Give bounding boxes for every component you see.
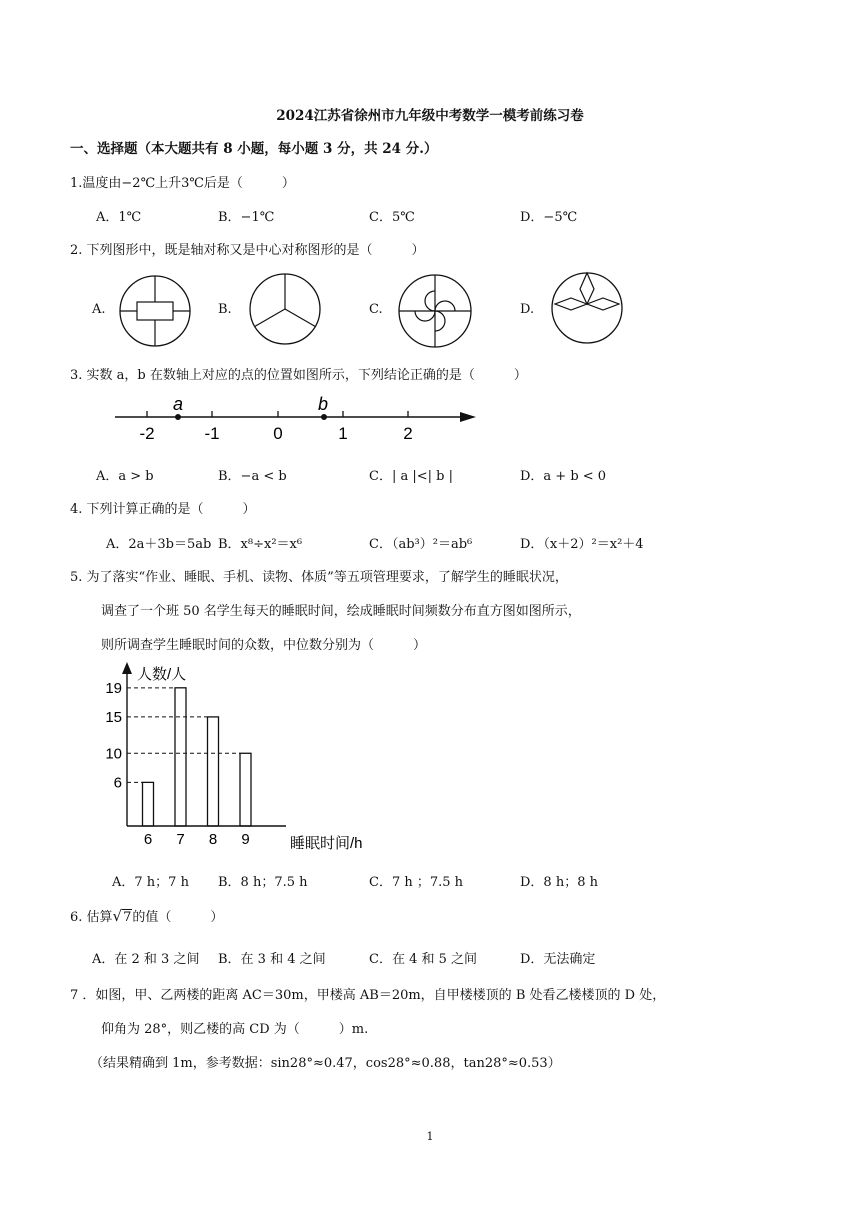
figure-b-circle-three-radii <box>248 272 322 346</box>
q3-option-d: D．a + b < 0 <box>520 469 607 484</box>
number-line <box>110 392 480 448</box>
q5-option-b: B．8 h；7.5 h <box>218 875 308 890</box>
bar-6 <box>143 782 154 826</box>
tick-label-1: 1 <box>338 424 348 443</box>
question-5-line-3: 则所调查学生睡眠时间的众数，中位数分别为（ ） <box>101 638 427 653</box>
q2-label-b: B. <box>218 302 232 317</box>
q6-option-d: D．无法确定 <box>520 952 596 967</box>
question-2-stem: 2. 下列图形中，既是轴对称又是中心对称图形的是（ ） <box>70 243 425 258</box>
q6-radicand: 7 <box>123 910 132 925</box>
q4-option-d: D．（x＋2）²＝x²＋4 <box>520 537 644 552</box>
y-axis-label: 人数/人 <box>137 666 187 683</box>
q6-option-c: C．在 4 和 5 之间 <box>369 952 478 967</box>
q3-option-a: A．a > b <box>96 469 154 484</box>
tick-label-0: 0 <box>273 424 283 443</box>
tick-label-neg1: -1 <box>204 424 220 443</box>
q1-option-b: B．−1℃ <box>218 210 275 225</box>
question-7-line-3: （结果精确到 1m，参考数据：sin28°≈0.47，cos28°≈0.88，tan28°≈0.53） <box>90 1056 561 1071</box>
q1-option-d: D．−5℃ <box>520 210 578 225</box>
q4-option-b: B．x⁸÷x²＝x⁶ <box>218 537 303 552</box>
q2-label-d: D. <box>520 302 535 317</box>
x-tick-label-6: 6 <box>143 831 153 848</box>
point-b-label: b <box>318 394 329 414</box>
question-4-stem: 4. 下列计算正确的是（ ） <box>70 502 256 517</box>
section-heading: 一、选择题（本大题共有 8 小题，每小题 3 分，共 24 分.） <box>70 141 438 157</box>
point-a <box>175 414 181 420</box>
q2-label-c: C. <box>369 302 383 317</box>
q4-option-a: A．2a＋3b＝5ab <box>106 537 212 552</box>
q5-option-c: C．7 h ；7.5 h <box>369 875 464 890</box>
q5-option-a: A．7 h；7 h <box>112 875 189 890</box>
bar-9 <box>240 753 251 826</box>
question-7-line-2: 仰角为 28°，则乙楼的高 CD 为（ ）m. <box>101 1022 369 1037</box>
figure-d-circle-rhombuses <box>549 270 625 346</box>
q5-option-d: D．8 h；8 h <box>520 875 598 890</box>
q6-option-a: A．在 2 和 3 之间 <box>92 952 200 967</box>
q6-option-b: B．在 3 和 4 之间 <box>218 952 326 967</box>
q3-option-c: C．| a |<| b | <box>369 469 453 484</box>
q1-option-c: C．5℃ <box>369 210 415 225</box>
q6-stem-suffix: 的值（ ） <box>132 910 224 925</box>
y-tick-label-10: 10 <box>105 745 122 763</box>
question-5-line-2: 调查了一个班 50 名学生每天的睡眠时间，绘成睡眠时间频数分布直方图如图所示， <box>101 604 581 619</box>
page-number: 1 <box>426 1130 434 1143</box>
tick-label-neg2: -2 <box>139 424 155 443</box>
point-b <box>321 414 327 420</box>
q1-option-a: A．1℃ <box>96 210 142 225</box>
x-tick-label-9: 9 <box>241 831 250 848</box>
sleep-histogram <box>100 660 400 856</box>
bar-8 <box>208 717 219 826</box>
sqrt-symbol: √ <box>112 907 123 925</box>
x-axis-label: 睡眠时间/h <box>290 835 363 852</box>
q4-option-c: C．（ab³）²＝ab⁶ <box>369 537 473 552</box>
question-6-stem <box>70 906 223 925</box>
y-tick-label-19: 19 <box>105 679 122 697</box>
tick-label-2: 2 <box>403 424 413 443</box>
y-tick-label-6: 6 <box>113 774 122 792</box>
point-a-label: a <box>173 394 184 414</box>
question-7-line-1: 7 ．如图，甲、乙两楼的距离 AC＝30m，甲楼高 AB＝20m，自甲楼楼顶的 B 处看乙楼楼顶的 D 处， <box>70 988 666 1003</box>
q2-label-a: A. <box>92 302 106 317</box>
q3-option-b: B．−a < b <box>218 469 287 484</box>
figure-a-circle-rectangle <box>118 274 192 348</box>
page-title: 2024江苏省徐州市九年级中考数学一模考前练习卷 <box>276 108 584 124</box>
y-axis-arrow <box>122 662 132 674</box>
question-5-line-1: 5. 为了落实“作业、睡眠、手机、读物、体质”等五项管理要求，了解学生的睡眠状况， <box>70 570 568 585</box>
question-3-stem: 3. 实数 a，b 在数轴上对应的点的位置如图所示，下列结论正确的是（ ） <box>70 368 527 383</box>
x-tick-label-7: 7 <box>176 831 185 848</box>
x-tick-label-8: 8 <box>208 831 218 848</box>
bar-7 <box>175 688 186 826</box>
figure-c-circle-pinwheel <box>396 272 474 350</box>
y-tick-label-15: 15 <box>105 708 122 726</box>
q6-stem-prefix: 6. 估算 <box>70 910 113 925</box>
question-1-stem: 1.温度由−2℃上升3℃后是（ ） <box>70 176 295 191</box>
